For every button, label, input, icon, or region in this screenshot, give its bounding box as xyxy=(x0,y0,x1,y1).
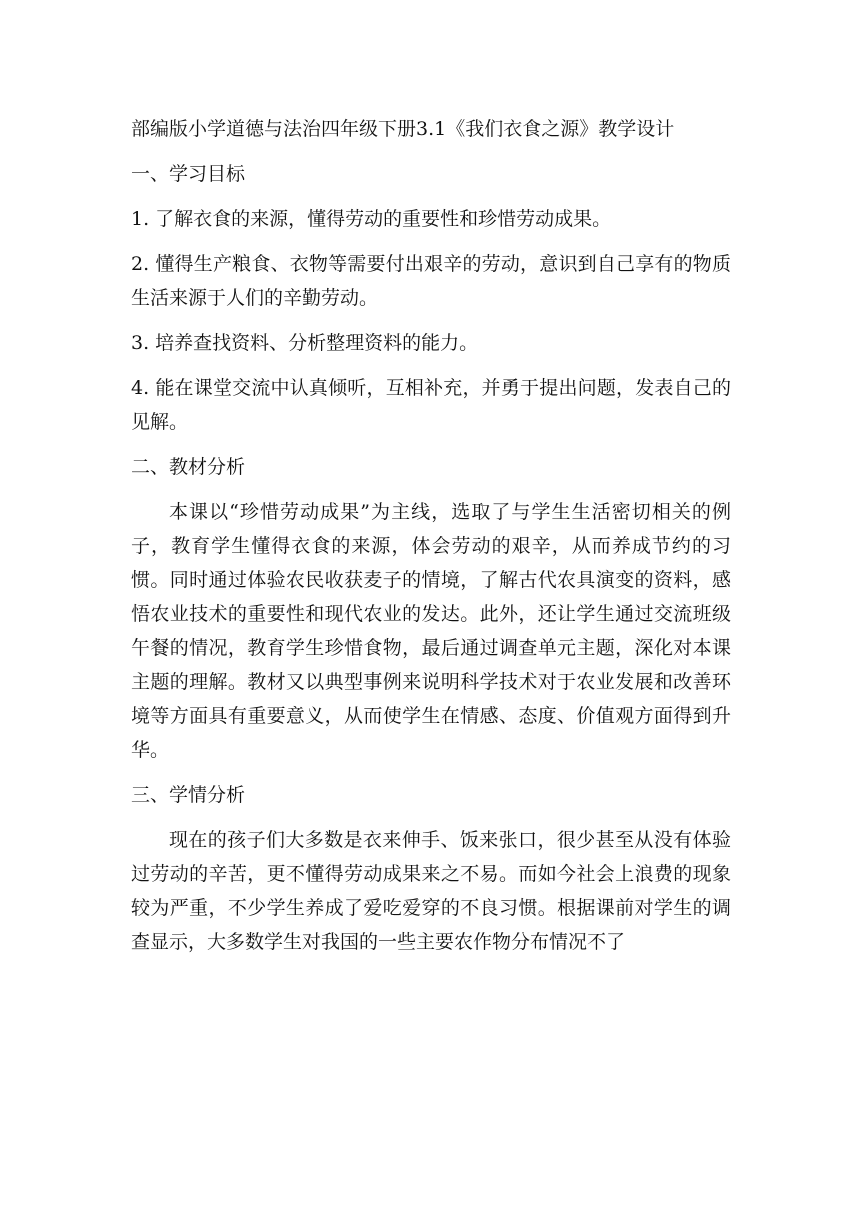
document-body xyxy=(131,112,731,959)
objective-item: 3. 培养查找资料、分析整理资料的能力。 xyxy=(131,332,479,354)
objective-item: 1. 了解衣食的来源，懂得劳动的重要性和珍惜劳动成果。 xyxy=(131,208,612,230)
document-title: 部编版小学道德与法治四年级下册3.1《我们衣食之源》教学设计 xyxy=(131,118,675,140)
objective-item: 4. 能在课堂交流中认真倾听，互相补充，并勇于提出问题，发表自己的见解。 xyxy=(131,377,731,433)
section-heading-textbook-analysis: 二、教材分析 xyxy=(131,456,246,478)
section-heading-objectives: 一、学习目标 xyxy=(131,163,246,185)
section-heading-student-analysis: 三、学情分析 xyxy=(131,784,246,806)
student-analysis-paragraph: 现在的孩子们大多数是衣来伸手、饭来张口，很少甚至从没有体验过劳动的辛苦，更不懂得劳动成果来之不易。而如今社会上浪费的现象较为严重，不少学生养成了爱吃爱穿的不良习惯。根据课前对学生的调查显示，大多数学生对我国的一些主要农作物分布情况不了 xyxy=(131,829,731,953)
objective-item: 2. 懂得生产粮食、衣物等需要付出艰辛的劳动，意识到自己享有的物质生活来源于人们的辛勤劳动。 xyxy=(131,253,731,309)
textbook-analysis-paragraph: 本课以“珍惜劳动成果”为主线，选取了与学生生活密切相关的例子，教育学生懂得衣食的来源，体会劳动的艰辛，从而养成节约的习惯。同时通过体验农民收获麦子的情境，了解古代农具演变的资料，感悟农业技术的重要性和现代农业的发达。此外，还让学生通过交流班级午餐的情况，教育学生珍惜食物，最后通过调查单元主题，深化对本课主题的理解。教材又以典型事例来说明科学技术对于农业发展和改善环境等方面具有重要意义，从而使学生在情感、态度、价值观方面得到升华。 xyxy=(131,501,731,761)
